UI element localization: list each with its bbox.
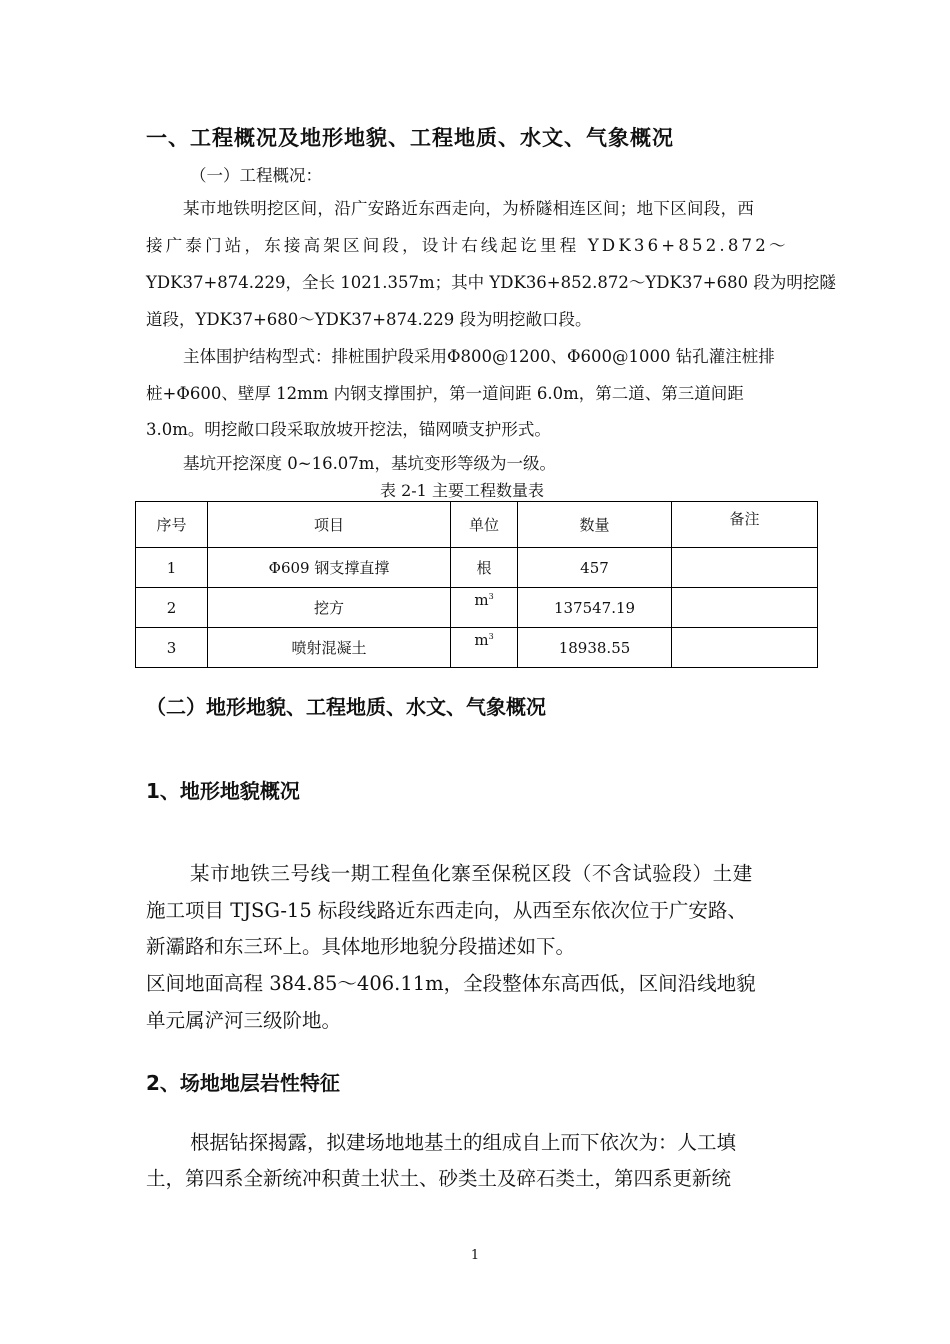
paragraph-line: 接广泰门站，东接高架区间段，设计右线起讫里程 YDK36+852.872～ [146,236,789,255]
unit-superscript: 3 [488,631,494,641]
table-caption: 表 2-1 主要工程数量表 [380,481,544,500]
header-cell: 备注 [672,502,818,548]
paragraph-line: 主体围护结构型式：排桩围护段采用Φ800@1200、Φ600@1000 钻孔灌注桩排 [183,347,775,366]
cell-no: 1 [136,548,208,588]
cell-remark [672,628,818,668]
table-row [136,588,818,628]
cell-unit [451,588,518,628]
cell-remark [672,548,818,588]
section-title-project-overview: （一）工程概况： [190,166,322,185]
paragraph-line: 土，第四系全新统冲积黄土状土、砂类土及碎石类土，第四系更新统 [146,1167,732,1190]
paragraph-line: 道段，YDK37+680～YDK37+874.229 段为明挖敞口段。 [146,310,592,329]
main-heading: 一、工程概况及地形地貌、工程地质、水文、气象概况 [146,126,674,150]
paragraph-line: 桩+Φ600、壁厚 12mm 内钢支撑围护，第一道间距 6.0m，第二道、第三道间距 [146,384,744,403]
cell-unit [451,628,518,668]
section-title-geology: （二）地形地貌、工程地质、水文、气象概况 [146,695,546,719]
cell-qty: 457 [518,548,672,588]
unit-superscript: 3 [488,591,494,601]
paragraph-line: 3.0m。明挖敞口段采取放坡开挖法，锚网喷支护形式。 [146,420,551,439]
paragraph-line: 某市地铁明挖区间，沿广安路近东西走向，为桥隧相连区间；地下区间段，西 [183,199,755,218]
table-header-row [136,502,818,548]
paragraph-line: 根据钻探揭露，拟建场地地基土的组成自上而下依次为：人工填 [190,1131,737,1154]
paragraph-line: 某市地铁三号线一期工程鱼化寨至保税区段（不含试验段）土建 [190,862,753,885]
unit-text: m [474,590,489,609]
header-cell: 项目 [208,502,451,548]
cell-qty: 137547.19 [518,588,672,628]
cell-no: 2 [136,588,208,628]
header-cell: 数量 [518,502,672,548]
cell-remark [672,588,818,628]
cell-unit: 根 [451,548,518,588]
paragraph-line: 基坑开挖深度 0~16.07m，基坑变形等级为一级。 [183,454,556,473]
unit-text: m [474,630,489,649]
cell-qty: 18938.55 [518,628,672,668]
table-row [136,628,818,668]
header-cell: 单位 [451,502,518,548]
cell-item: 喷射混凝土 [208,628,451,668]
cell-item: 挖方 [208,588,451,628]
table-row [136,548,818,588]
paragraph-line: 区间地面高程 384.85～406.11m，全段整体东高西低，区间沿线地貌 [146,972,756,995]
subsection-title-strata: 2、场地地层岩性特征 [146,1071,340,1095]
cell-item: Φ609 钢支撑直撑 [208,548,451,588]
paragraph-line: YDK37+874.229，全长 1021.357m；其中 YDK36+852.872～YDK37+680 段为明挖隧 [146,273,836,292]
subsection-title-landform: 1、地形地貌概况 [146,779,300,803]
paragraph-line: 施工项目 TJSG-15 标段线路近东西走向，从西至东依次位于广安路、 [146,899,747,922]
paragraph-line: 新灞路和东三环上。具体地形地貌分段描述如下。 [146,935,576,958]
page-number: 1 [470,1248,480,1263]
header-cell: 序号 [136,502,208,548]
quantity-table [135,501,818,668]
paragraph-line: 单元属浐河三级阶地。 [146,1009,342,1032]
cell-no: 3 [136,628,208,668]
